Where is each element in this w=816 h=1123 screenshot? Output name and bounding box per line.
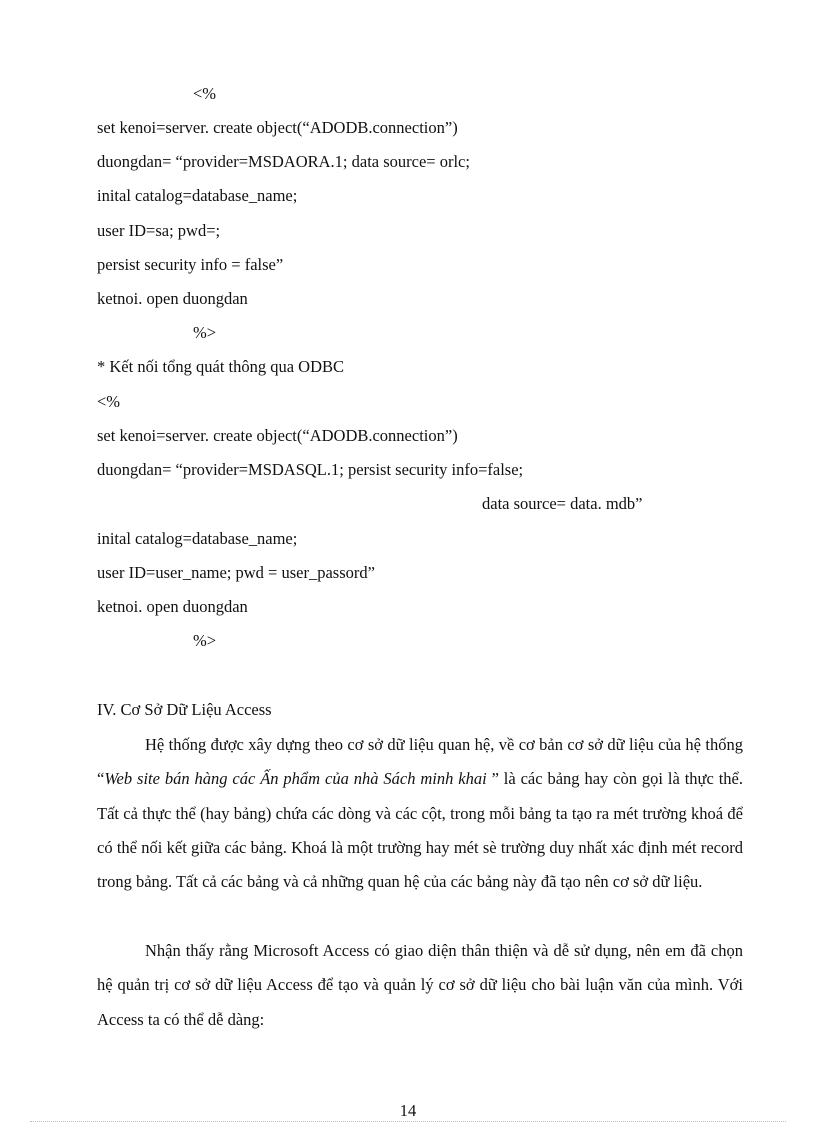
code-line: set kenoi=server. create object(“ADODB.connection”) <box>97 426 458 445</box>
code-open-tag: <% <box>193 84 217 103</box>
code-line: user ID=user_name; pwd = user_passord” <box>97 563 375 582</box>
code-line: inital catalog=database_name; <box>97 529 298 548</box>
code-open-tag: <% <box>97 392 121 411</box>
paragraph-database-description <box>97 728 743 899</box>
paragraph-access-choice <box>97 934 743 1037</box>
paragraph-text: Hệ thống được xây dựng theo cơ sở dữ liệu quan hệ, về cơ bản cơ sở dữ liệu của hệ thống “ <box>97 735 743 789</box>
code-line: inital catalog=database_name; <box>97 186 298 205</box>
code-close-tag: %> <box>193 323 217 342</box>
code-line: persist security info = false” <box>97 255 284 274</box>
code-line: ketnoi. open duongdan <box>97 289 248 308</box>
code-line: ketnoi. open duongdan <box>97 597 248 616</box>
code-line: duongdan= “provider=MSDAORA.1; data source= orlc; <box>97 152 470 171</box>
odbc-heading: * Kết nối tổng quát thông qua ODBC <box>97 357 345 376</box>
section-heading: IV. Cơ Sở Dữ Liệu Access <box>97 700 272 719</box>
italic-site-title: Web site bán hàng các Ấn phẩm của nhà Sách minh khai <box>104 769 487 789</box>
page-number: 14 <box>399 1101 417 1120</box>
footer-divider <box>30 1121 786 1122</box>
code-line: set kenoi=server. create object(“ADODB.connection”) <box>97 118 458 137</box>
code-close-tag: %> <box>193 631 217 650</box>
paragraph-text: Nhận thấy rằng Microsoft Access có giao diện thân thiện và dễ sử dụng, nên em đã chọn hệ quản trị cơ sở dữ liệu Access để tạo và quản lý cơ sở dữ liệu cho bài luận văn của mình. Với Access ta có thể dễ dàng: <box>97 941 743 1029</box>
paragraph-text: ” là các bảng hay còn gọi là thực thể. Tất cả thực thể (hay bảng) chứa các dòng và các cột, trong mỗi bảng ta tạo ra mét trường khoá để có thể nối kết giữa các bảng. Khoá là một trường hay mét sè trường duy nhất xác định mét record trong bảng. Tất cả các bảng và cả những quan hệ của các bảng này đã tạo nên cơ sở dữ liệu. <box>97 769 743 892</box>
code-continuation: data source= data. mdb” <box>482 494 643 513</box>
code-line: user ID=sa; pwd=; <box>97 221 221 240</box>
code-line: duongdan= “provider=MSDASQL.1; persist security info=false; <box>97 460 524 479</box>
